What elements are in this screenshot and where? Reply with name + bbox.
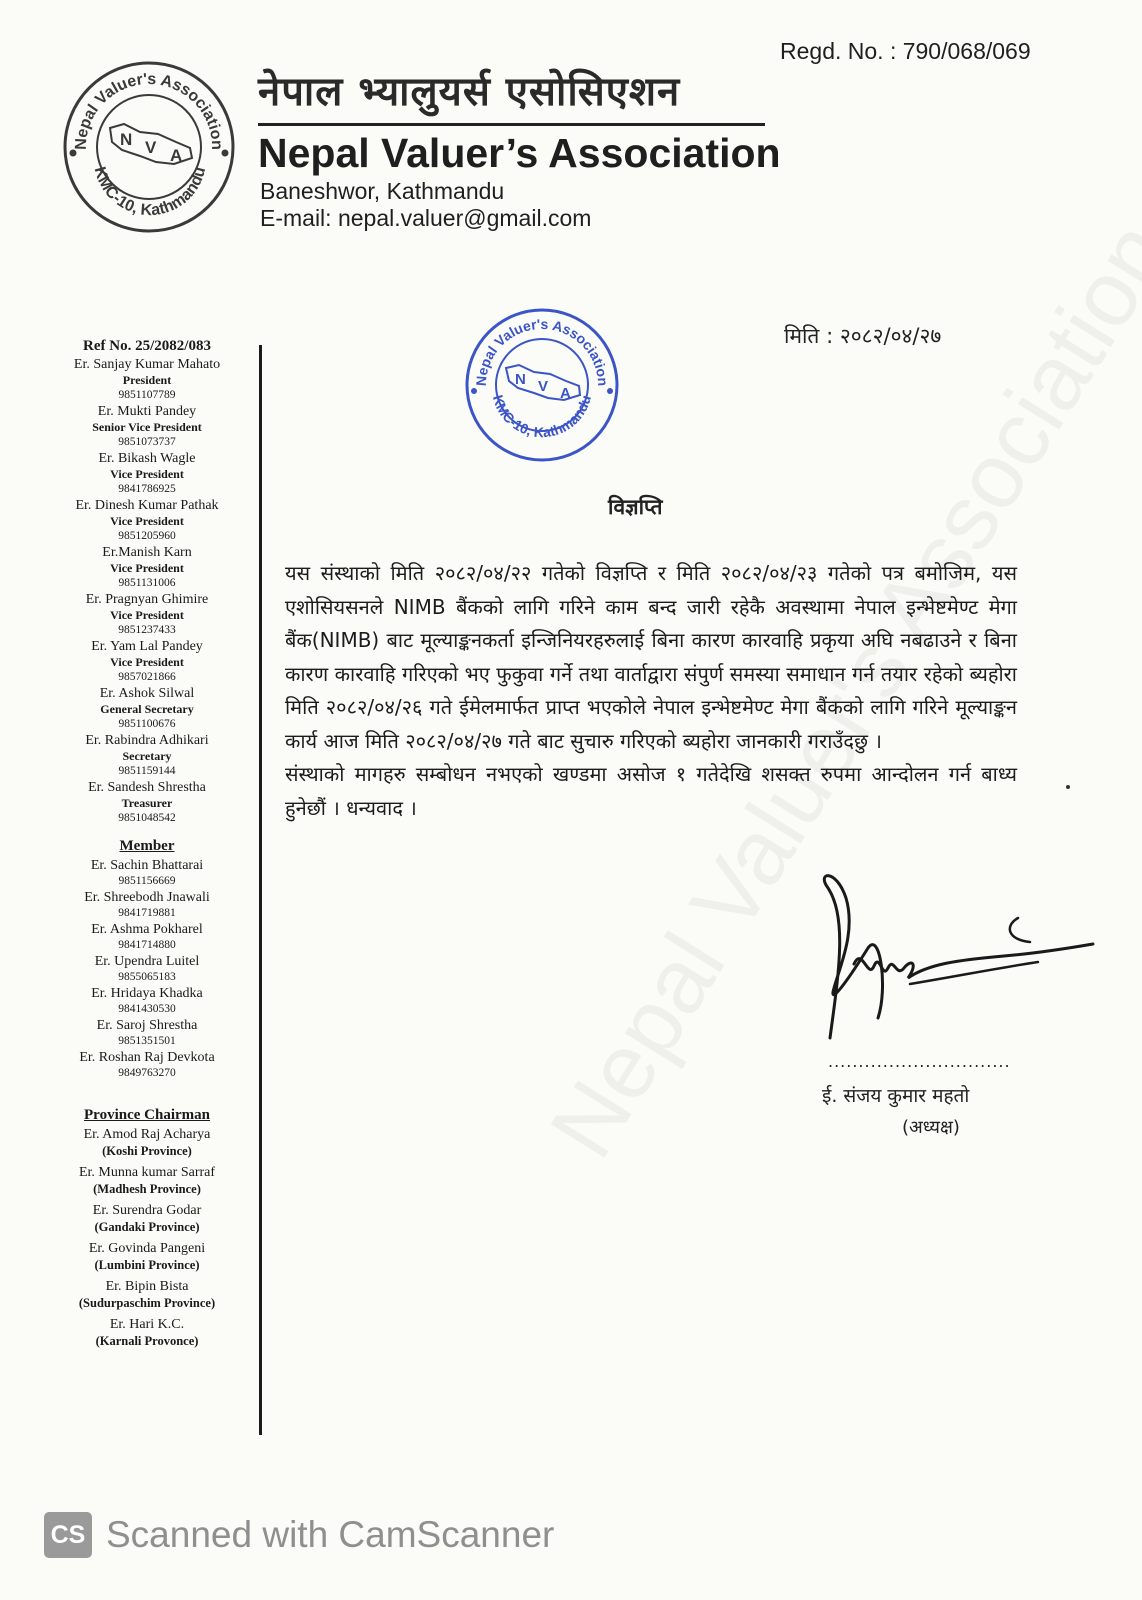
member-phone: 9841714880	[118, 939, 176, 951]
officer-name: Er. Mukti Pandey	[97, 404, 197, 419]
member-phone: 9841719881	[118, 907, 176, 919]
officer-entry	[40, 356, 254, 403]
officer-role: Vice President	[110, 608, 184, 622]
member-name: Er. Sachin Bhattarai	[90, 858, 204, 873]
officer-name: Er. Sandesh Shrestha	[88, 780, 206, 795]
officer-phone: 9851131006	[118, 577, 176, 589]
province-label: (Karnali Provonce)	[95, 1334, 199, 1348]
officer-entry	[40, 450, 254, 497]
officer-role: Secretary	[122, 749, 172, 763]
svg-text:V: V	[538, 378, 549, 395]
officer-role: General Secretary	[100, 702, 194, 716]
sidebar-divider	[259, 345, 262, 1435]
officer-name: Er.Manish Karn	[102, 545, 192, 560]
province-chair-name: Er. Amod Raj Acharya	[83, 1127, 211, 1142]
officer-name: Er. Yam Lal Pandey	[91, 639, 203, 654]
member-entry	[40, 889, 254, 921]
province-label: (Koshi Province)	[102, 1144, 192, 1158]
province-entry	[40, 1202, 254, 1235]
camscanner-mark	[44, 1512, 554, 1558]
province-label: (Lumbini Province)	[94, 1258, 200, 1272]
notice-title: विज्ञप्ति	[608, 495, 663, 519]
officer-role: Vice President	[110, 467, 184, 481]
officer-name: Er. Bikash Wagle	[98, 451, 196, 466]
officer-entry	[40, 544, 254, 591]
member-name: Er. Upendra Luitel	[94, 954, 200, 969]
member-name: Er. Ashma Pokharel	[91, 922, 203, 937]
officer-name: Er. Dinesh Kumar Pathak	[75, 498, 219, 513]
officer-name: Er. Rabindra Adhikari	[85, 733, 209, 748]
association-seal-logo	[60, 58, 238, 236]
signature-line: ..............................	[828, 1052, 1011, 1071]
officer-phone: 9851073737	[118, 436, 176, 448]
province-entry	[40, 1240, 254, 1273]
province-chair-name: Er. Surendra Godar	[92, 1203, 202, 1218]
province-entry	[40, 1316, 254, 1349]
officer-phone: 9851048542	[118, 812, 176, 824]
svg-text:Nepal Valuer's Association: Nepal Valuer's Association	[72, 70, 226, 151]
officer-role: Treasurer	[121, 796, 173, 810]
officer-phone: 9841786925	[118, 483, 176, 495]
officer-entry	[40, 591, 254, 638]
org-address: Baneshwor, Kathmandu	[260, 178, 505, 204]
letter-date: मिति : २०८२/०४/२७	[784, 324, 942, 348]
member-entry	[40, 953, 254, 985]
camscanner-logo-icon: CS	[44, 1512, 92, 1558]
officer-name: Er. Sanjay Kumar Mahato	[73, 357, 221, 372]
officer-phone: 9851237433	[118, 624, 176, 636]
member-entry	[40, 921, 254, 953]
officer-phone: 9851159144	[118, 765, 176, 777]
province-chairman-heading: Province Chairman	[84, 1107, 210, 1123]
member-entry	[40, 857, 254, 889]
officer-role: Vice President	[110, 655, 184, 669]
signatory-role: (अध्यक्ष)	[902, 1117, 960, 1138]
signatory-name: ई. संजय कुमार महतो	[822, 1085, 970, 1107]
svg-text:KMC-10, Kathmandu: KMC-10, Kathmandu	[90, 165, 210, 220]
officer-phone: 9851100676	[118, 718, 176, 730]
svg-text:V: V	[145, 138, 157, 157]
province-entry	[40, 1126, 254, 1159]
officer-phone: 9851107789	[118, 389, 176, 401]
province-chair-name: Er. Munna kumar Sarraf	[78, 1165, 216, 1180]
province-entry	[40, 1164, 254, 1197]
svg-text:Nepal Valuer's Association: Nepal Valuer's Association	[472, 315, 612, 387]
member-phone: 9849763270	[118, 1067, 176, 1079]
province-chair-name: Er. Govinda Pangeni	[88, 1241, 206, 1256]
svg-text:A: A	[170, 146, 183, 165]
officer-phone: 9857021866	[118, 671, 176, 683]
handwritten-signature	[808, 868, 1108, 1068]
member-name: Er. Saroj Shrestha	[96, 1018, 198, 1033]
province-label: (Gandaki Province)	[94, 1220, 200, 1234]
officer-entry	[40, 732, 254, 779]
province-chair-name: Er. Bipin Bista	[105, 1279, 189, 1294]
member-name: Er. Shreebodh Jnawali	[84, 890, 210, 905]
officer-entry	[40, 779, 254, 826]
member-phone: 9855065183	[118, 971, 176, 983]
scan-speck	[1066, 785, 1070, 789]
camscanner-text: Scanned with CamScanner	[106, 1514, 555, 1555]
notice-paragraph: यस संस्थाको मिति २०८२/०४/२२ गतेको विज्ञप्ति र मिति २०८२/०४/२३ गतेको पत्र बमोजिम, यस एशोसियसनले NIMB बैंकको लागि गरिने काम बन्द जारी रहेकै अवस्थामा नेपाल इन्भेष्टमेण्ट मेगा बैंक(NIMB) बाट मूल्याङ्कनकर्ता इन्जिनियरहरुलाई बिना कारण कारवाहि प्रकृया अघि नबढाउने र बिना कारण कारवाहि गरिएको भए फुकुवा गर्ने तथा वार्ताद्वारा संपुर्ण समस्या समाधान गर्न तयार रहेको ब्यहोरा मिति २०८२/०४/२६ गते ईमेलमार्फत प्राप्त भएकोले नेपाल इन्भेष्टमेण्ट मेगा बैंकको लागि गरिने मूल्याङ्कन कार्य आज मिति २०८२/०४/२७ गते बाट सुचारु गरिएको ब्यहोरा जानकारी गराउँदछु ।	[285, 561, 1017, 753]
reference-number: Ref No. 25/2082/083	[83, 338, 211, 354]
header-divider	[258, 123, 765, 126]
committee-sidebar	[40, 338, 254, 1354]
org-email: E-mail: nepal.valuer@gmail.com	[260, 205, 592, 231]
member-entry	[40, 1049, 254, 1081]
svg-text:A: A	[560, 385, 571, 402]
officer-role: Vice President	[110, 561, 184, 575]
officer-name: Er. Ashok Silwal	[99, 686, 195, 701]
registration-number: Regd. No. : 790/068/069	[780, 38, 1031, 64]
officer-name: Er. Pragnyan Ghimire	[85, 592, 209, 607]
member-phone: 9851351501	[118, 1035, 176, 1047]
notice-body	[285, 557, 1017, 825]
officer-entry	[40, 497, 254, 544]
notice-paragraph: संस्थाको मागहरु सम्बोधन नभएको खण्डमा असोज १ गतेदेखि शसक्त रुपमा आन्दोलन गर्न बाध्य हुनेछौं । धन्यवाद ।	[285, 762, 1017, 820]
member-entry	[40, 1017, 254, 1049]
officer-entry	[40, 638, 254, 685]
province-entry	[40, 1278, 254, 1311]
member-phone: 9841430530	[118, 1003, 176, 1015]
officer-role: Senior Vice President	[92, 420, 202, 434]
member-entry	[40, 985, 254, 1017]
officer-role: Vice President	[110, 514, 184, 528]
svg-text:KMC-10, Kathmandu: KMC-10, Kathmandu	[489, 393, 595, 441]
officer-phone: 9851205960	[118, 530, 176, 542]
officer-entry	[40, 685, 254, 732]
officer-entry	[40, 403, 254, 450]
province-label: (Madhesh Province)	[93, 1182, 201, 1196]
org-name-nepali: नेपाल भ्यालुयर्स एसोसिएशन	[258, 69, 681, 115]
member-phone: 9851156669	[118, 875, 176, 887]
member-name: Er. Hridaya Khadka	[91, 986, 203, 1001]
org-name-english: Nepal Valuer’s Association	[258, 130, 781, 176]
province-chair-name: Er. Hari K.C.	[109, 1317, 185, 1332]
svg-text:N: N	[515, 371, 526, 388]
svg-text:N: N	[120, 130, 133, 149]
association-stamp	[462, 305, 622, 465]
officer-role: President	[122, 373, 172, 387]
province-label: (Sudurpaschim Province)	[78, 1296, 216, 1310]
member-name: Er. Roshan Raj Devkota	[79, 1050, 215, 1065]
member-heading: Member	[119, 838, 175, 854]
